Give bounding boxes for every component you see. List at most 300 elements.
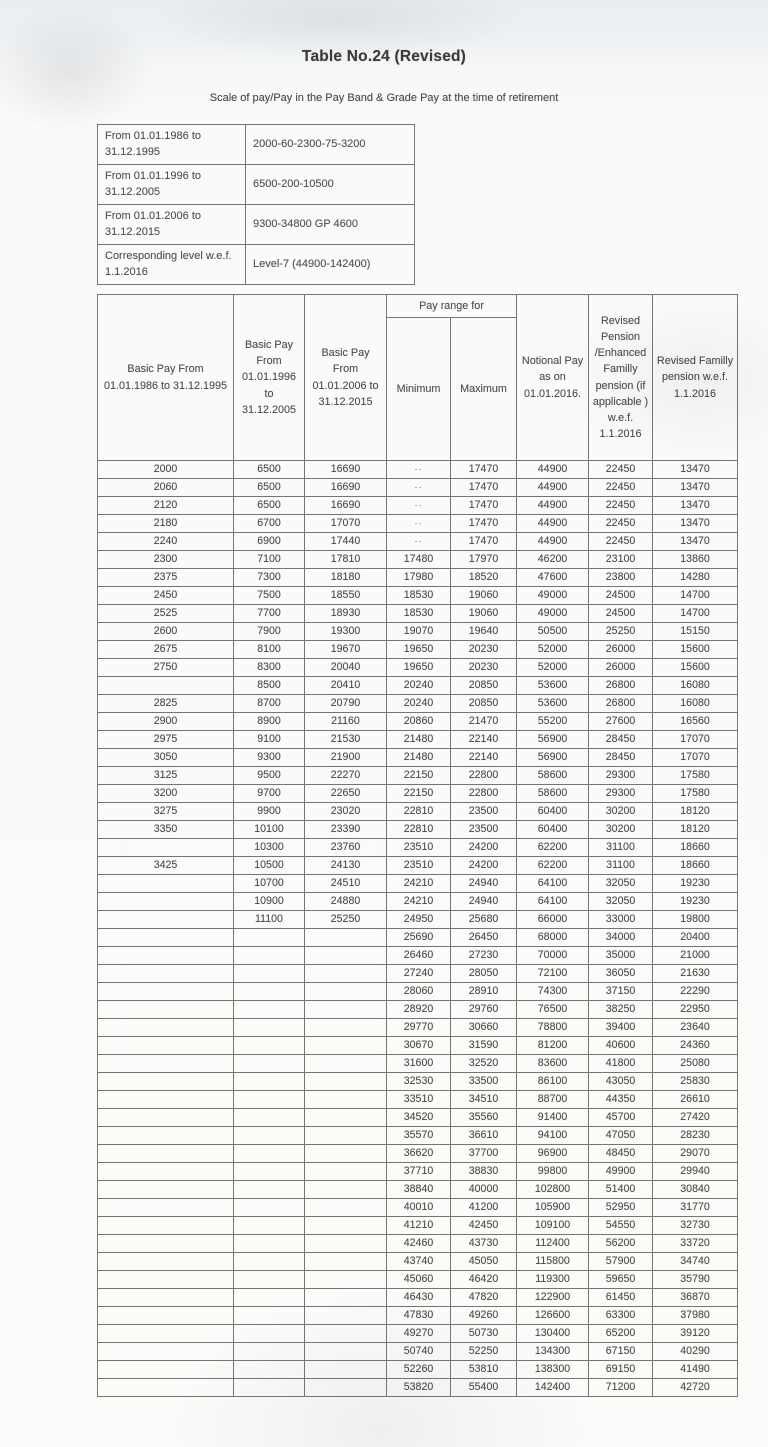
table-cell xyxy=(305,1199,387,1217)
page-title: Table No.24 (Revised) xyxy=(301,48,467,65)
table-row xyxy=(98,1361,738,1379)
table-row xyxy=(98,1163,738,1181)
table-cell: 44900 xyxy=(517,497,589,515)
table-cell: 36050 xyxy=(589,965,653,983)
table-cell: 96900 xyxy=(517,1145,589,1163)
col-header-basic-pay-1986: Basic Pay From 01.01.1986 to 31.12.1995 xyxy=(98,295,234,461)
table-cell: 58600 xyxy=(517,767,589,785)
table-row xyxy=(98,965,738,983)
table-cell: 34510 xyxy=(451,1091,517,1109)
table-cell: 30840 xyxy=(653,1181,738,1199)
table-cell: 65200 xyxy=(589,1325,653,1343)
table-cell: 47600 xyxy=(517,569,589,587)
table-cell: 33500 xyxy=(451,1073,517,1091)
table-cell: 13470 xyxy=(653,479,738,497)
table-cell: 19670 xyxy=(305,641,387,659)
table-cell: 63300 xyxy=(589,1307,653,1325)
table-cell: 23800 xyxy=(589,569,653,587)
table-cell: 42450 xyxy=(451,1217,517,1235)
table-row xyxy=(98,533,738,551)
table-cell: 40000 xyxy=(451,1181,517,1199)
table-cell: 25250 xyxy=(305,911,387,929)
table-cell: 2375 xyxy=(98,569,234,587)
table-cell xyxy=(98,1073,234,1091)
table-cell: 18120 xyxy=(653,803,738,821)
table-row xyxy=(98,659,738,677)
page-subtitle: Scale of pay/Pay in the Pay Band & Grade Pay at the time of retirement xyxy=(209,92,559,104)
table-cell xyxy=(234,1127,305,1145)
table-cell: ·· xyxy=(387,461,451,479)
info-label: From 01.01.2006 to 31.12.2015 xyxy=(98,205,246,245)
table-row xyxy=(98,1127,738,1145)
table-cell: 24940 xyxy=(451,875,517,893)
table-cell: 19650 xyxy=(387,641,451,659)
table-cell xyxy=(98,1091,234,1109)
table-cell: 26800 xyxy=(589,695,653,713)
table-cell xyxy=(234,929,305,947)
table-cell: 26610 xyxy=(653,1091,738,1109)
table-cell: 47050 xyxy=(589,1127,653,1145)
table-cell: 22150 xyxy=(387,767,451,785)
table-cell: 7100 xyxy=(234,551,305,569)
table-cell: 35560 xyxy=(451,1109,517,1127)
table-cell: 44900 xyxy=(517,461,589,479)
table-cell: 41210 xyxy=(387,1217,451,1235)
table-cell xyxy=(98,1307,234,1325)
table-cell: 31770 xyxy=(653,1199,738,1217)
table-cell: 6500 xyxy=(234,479,305,497)
table-cell: 35790 xyxy=(653,1271,738,1289)
table-cell: 19060 xyxy=(451,605,517,623)
table-cell: 30670 xyxy=(387,1037,451,1055)
table-cell: 48450 xyxy=(589,1145,653,1163)
table-row xyxy=(98,983,738,1001)
table-cell: 29770 xyxy=(387,1019,451,1037)
table-cell xyxy=(234,1199,305,1217)
table-cell xyxy=(234,947,305,965)
table-row xyxy=(98,1307,738,1325)
table-row xyxy=(98,1145,738,1163)
table-cell: 22450 xyxy=(589,533,653,551)
table-cell xyxy=(305,1109,387,1127)
table-cell: 56200 xyxy=(589,1235,653,1253)
table-cell: 27420 xyxy=(653,1109,738,1127)
table-cell xyxy=(305,1271,387,1289)
table-cell: 41490 xyxy=(653,1361,738,1379)
table-cell: 31100 xyxy=(589,857,653,875)
table-cell: 2000 xyxy=(98,461,234,479)
table-cell: 44350 xyxy=(589,1091,653,1109)
table-cell: 60400 xyxy=(517,821,589,839)
table-cell: 18660 xyxy=(653,857,738,875)
table-cell: 20240 xyxy=(387,677,451,695)
table-cell: 14280 xyxy=(653,569,738,587)
pension-revision-table xyxy=(97,294,738,1397)
table-cell: 17470 xyxy=(451,461,517,479)
table-cell xyxy=(305,1073,387,1091)
table-cell: 41800 xyxy=(589,1055,653,1073)
table-cell: 43740 xyxy=(387,1253,451,1271)
table-cell: 44900 xyxy=(517,479,589,497)
table-cell: 122900 xyxy=(517,1289,589,1307)
table-cell xyxy=(305,1361,387,1379)
table-cell: 20850 xyxy=(451,677,517,695)
table-cell: 18180 xyxy=(305,569,387,587)
table-cell xyxy=(234,1343,305,1361)
table-cell: 22450 xyxy=(589,461,653,479)
table-cell: 21630 xyxy=(653,965,738,983)
table-cell: 17470 xyxy=(451,533,517,551)
table-cell: 29300 xyxy=(589,785,653,803)
table-cell xyxy=(305,1127,387,1145)
table-cell: 39120 xyxy=(653,1325,738,1343)
table-cell xyxy=(234,1163,305,1181)
table-cell: 16080 xyxy=(653,695,738,713)
table-cell: 71200 xyxy=(589,1379,653,1397)
table-cell: 10300 xyxy=(234,839,305,857)
table-cell: 27230 xyxy=(451,947,517,965)
table-cell: 17070 xyxy=(653,749,738,767)
table-cell: 14700 xyxy=(653,605,738,623)
table-cell: 17480 xyxy=(387,551,451,569)
table-row xyxy=(98,515,738,533)
table-cell xyxy=(234,983,305,1001)
table-cell: 15600 xyxy=(653,659,738,677)
table-row xyxy=(98,731,738,749)
table-row xyxy=(98,893,738,911)
table-cell: 34000 xyxy=(589,929,653,947)
table-cell xyxy=(98,1181,234,1199)
table-cell: 20230 xyxy=(451,659,517,677)
table-cell: 86100 xyxy=(517,1073,589,1091)
table-cell xyxy=(305,1217,387,1235)
table-cell: 26450 xyxy=(451,929,517,947)
table-cell: 18530 xyxy=(387,587,451,605)
info-row xyxy=(98,165,415,205)
table-cell: 39400 xyxy=(589,1019,653,1037)
table-cell: 138300 xyxy=(517,1361,589,1379)
table-row xyxy=(98,551,738,569)
table-cell: 2180 xyxy=(98,515,234,533)
table-cell: 43050 xyxy=(589,1073,653,1091)
table-cell: 45700 xyxy=(589,1109,653,1127)
table-cell: 21480 xyxy=(387,749,451,767)
table-cell: 19060 xyxy=(451,587,517,605)
table-cell xyxy=(98,1271,234,1289)
table-row xyxy=(98,1325,738,1343)
table-row xyxy=(98,605,738,623)
table-cell: 37700 xyxy=(451,1145,517,1163)
table-cell: 21470 xyxy=(451,713,517,731)
table-row xyxy=(98,1379,738,1397)
table-cell: 20790 xyxy=(305,695,387,713)
table-cell: 109100 xyxy=(517,1217,589,1235)
table-cell xyxy=(98,1001,234,1019)
table-cell: 66000 xyxy=(517,911,589,929)
table-cell: 3050 xyxy=(98,749,234,767)
table-cell xyxy=(98,1235,234,1253)
table-cell: 16560 xyxy=(653,713,738,731)
table-cell xyxy=(234,1271,305,1289)
table-cell: 25080 xyxy=(653,1055,738,1073)
table-cell: 29300 xyxy=(589,767,653,785)
table-cell xyxy=(98,1325,234,1343)
table-cell: 18660 xyxy=(653,839,738,857)
table-cell: 20230 xyxy=(451,641,517,659)
table-cell: 42720 xyxy=(653,1379,738,1397)
table-cell: 46430 xyxy=(387,1289,451,1307)
table-cell: 16080 xyxy=(653,677,738,695)
table-cell xyxy=(98,1019,234,1037)
table-cell: 41200 xyxy=(451,1199,517,1217)
table-cell: 57900 xyxy=(589,1253,653,1271)
table-cell xyxy=(305,1001,387,1019)
table-cell xyxy=(305,1091,387,1109)
table-cell: 17810 xyxy=(305,551,387,569)
table-cell xyxy=(305,1325,387,1343)
table-cell xyxy=(98,1037,234,1055)
table-cell: 32520 xyxy=(451,1055,517,1073)
table-cell: 3275 xyxy=(98,803,234,821)
table-cell: 23500 xyxy=(451,803,517,821)
table-cell: 24500 xyxy=(589,587,653,605)
table-cell: 2975 xyxy=(98,731,234,749)
table-cell: 29760 xyxy=(451,1001,517,1019)
table-cell: 53820 xyxy=(387,1379,451,1397)
col-header-basic-pay-2006: Basic Pay From 01.01.2006 to 31.12.2015 xyxy=(305,295,387,461)
table-cell: 142400 xyxy=(517,1379,589,1397)
table-cell: 8700 xyxy=(234,695,305,713)
info-row xyxy=(98,205,415,245)
table-cell: 6500 xyxy=(234,497,305,515)
table-cell: 26000 xyxy=(589,659,653,677)
table-cell: 9100 xyxy=(234,731,305,749)
table-cell: 50730 xyxy=(451,1325,517,1343)
table-row xyxy=(98,785,738,803)
table-cell: 24360 xyxy=(653,1037,738,1055)
table-cell: 32530 xyxy=(387,1073,451,1091)
table-cell: 8900 xyxy=(234,713,305,731)
table-cell: 7700 xyxy=(234,605,305,623)
table-cell xyxy=(234,1091,305,1109)
table-cell xyxy=(98,911,234,929)
table-cell: 64100 xyxy=(517,893,589,911)
table-cell: 19230 xyxy=(653,875,738,893)
table-cell: 24940 xyxy=(451,893,517,911)
table-cell: 24200 xyxy=(451,857,517,875)
table-cell xyxy=(305,1055,387,1073)
table-cell: 2120 xyxy=(98,497,234,515)
table-cell xyxy=(234,1379,305,1397)
table-cell xyxy=(98,983,234,1001)
table-cell xyxy=(305,1181,387,1199)
table-cell: 52950 xyxy=(589,1199,653,1217)
table-cell xyxy=(98,1163,234,1181)
table-cell: 37980 xyxy=(653,1307,738,1325)
table-cell xyxy=(234,1181,305,1199)
table-cell: 72100 xyxy=(517,965,589,983)
table-row xyxy=(98,1289,738,1307)
table-cell xyxy=(305,1343,387,1361)
table-cell: ·· xyxy=(387,479,451,497)
table-cell: 23390 xyxy=(305,821,387,839)
info-label: From 01.01.1986 to 31.12.1995 xyxy=(98,125,246,165)
table-cell xyxy=(98,1127,234,1145)
table-cell: 52000 xyxy=(517,641,589,659)
table-cell: 17440 xyxy=(305,533,387,551)
col-header-notional-pay: Notional Pay as on 01.01.2016. xyxy=(517,295,589,461)
table-cell: 22150 xyxy=(387,785,451,803)
table-cell: 30200 xyxy=(589,803,653,821)
table-row xyxy=(98,1181,738,1199)
table-row xyxy=(98,1091,738,1109)
table-cell: 81200 xyxy=(517,1037,589,1055)
table-cell: 18520 xyxy=(451,569,517,587)
table-cell: 17580 xyxy=(653,785,738,803)
table-cell: 51400 xyxy=(589,1181,653,1199)
table-cell: 30200 xyxy=(589,821,653,839)
table-cell xyxy=(98,1361,234,1379)
table-cell: 22140 xyxy=(451,749,517,767)
table-cell xyxy=(305,983,387,1001)
table-cell: 50500 xyxy=(517,623,589,641)
table-cell: 8100 xyxy=(234,641,305,659)
table-cell: 25690 xyxy=(387,929,451,947)
table-cell: 22800 xyxy=(451,785,517,803)
table-cell: 6900 xyxy=(234,533,305,551)
table-cell: 17470 xyxy=(451,515,517,533)
table-row xyxy=(98,497,738,515)
table-cell xyxy=(234,1055,305,1073)
table-cell: 21160 xyxy=(305,713,387,731)
table-cell: 53600 xyxy=(517,695,589,713)
table-cell: 105900 xyxy=(517,1199,589,1217)
table-cell: 55400 xyxy=(451,1379,517,1397)
table-row xyxy=(98,1001,738,1019)
table-cell xyxy=(234,1217,305,1235)
table-cell xyxy=(234,1109,305,1127)
table-cell: 9300 xyxy=(234,749,305,767)
header-row-group xyxy=(98,295,738,318)
table-cell xyxy=(305,1145,387,1163)
table-row xyxy=(98,1055,738,1073)
table-cell xyxy=(305,1379,387,1397)
table-cell xyxy=(234,1253,305,1271)
table-cell: 22290 xyxy=(653,983,738,1001)
table-cell xyxy=(305,1289,387,1307)
table-cell: 13470 xyxy=(653,497,738,515)
table-cell: 62200 xyxy=(517,857,589,875)
table-cell: 25830 xyxy=(653,1073,738,1091)
table-row xyxy=(98,875,738,893)
table-cell xyxy=(98,875,234,893)
table-cell xyxy=(98,1253,234,1271)
table-cell: 2750 xyxy=(98,659,234,677)
table-cell xyxy=(98,677,234,695)
table-cell: 112400 xyxy=(517,1235,589,1253)
table-cell: 15150 xyxy=(653,623,738,641)
table-cell: 18530 xyxy=(387,605,451,623)
table-cell xyxy=(98,965,234,983)
table-cell xyxy=(234,1019,305,1037)
table-cell: 67150 xyxy=(589,1343,653,1361)
table-cell: 28910 xyxy=(451,983,517,1001)
table-cell: 2675 xyxy=(98,641,234,659)
table-row xyxy=(98,695,738,713)
table-cell: 28050 xyxy=(451,965,517,983)
table-cell: 2600 xyxy=(98,623,234,641)
table-cell xyxy=(98,1055,234,1073)
table-cell: 40290 xyxy=(653,1343,738,1361)
table-cell: 10100 xyxy=(234,821,305,839)
table-cell: 19300 xyxy=(305,623,387,641)
table-cell: 134300 xyxy=(517,1343,589,1361)
table-row xyxy=(98,1019,738,1037)
table-cell: 24880 xyxy=(305,893,387,911)
table-cell: 78800 xyxy=(517,1019,589,1037)
table-cell: 33000 xyxy=(589,911,653,929)
table-cell: 6700 xyxy=(234,515,305,533)
table-cell: 6500 xyxy=(234,461,305,479)
table-cell: 126600 xyxy=(517,1307,589,1325)
table-cell xyxy=(98,1109,234,1127)
table-cell: 37710 xyxy=(387,1163,451,1181)
table-cell: 23510 xyxy=(387,857,451,875)
table-cell: 19640 xyxy=(451,623,517,641)
col-header-pay-range-group: Pay range for xyxy=(387,295,517,318)
col-header-maximum: Maximum xyxy=(451,318,517,461)
table-cell: 38250 xyxy=(589,1001,653,1019)
table-cell: 10900 xyxy=(234,893,305,911)
table-cell: 16690 xyxy=(305,461,387,479)
table-cell xyxy=(234,1037,305,1055)
table-cell xyxy=(305,1307,387,1325)
table-cell: 35000 xyxy=(589,947,653,965)
table-cell: 23020 xyxy=(305,803,387,821)
table-cell xyxy=(305,1019,387,1037)
table-cell xyxy=(98,1145,234,1163)
table-cell: 3200 xyxy=(98,785,234,803)
table-cell: 28230 xyxy=(653,1127,738,1145)
table-row xyxy=(98,911,738,929)
col-header-basic-pay-1996: Basic Pay From 01.01.1996 to 31.12.2005 xyxy=(234,295,305,461)
table-row xyxy=(98,587,738,605)
table-cell: 33510 xyxy=(387,1091,451,1109)
table-cell: 21000 xyxy=(653,947,738,965)
table-row xyxy=(98,1271,738,1289)
table-cell: 7900 xyxy=(234,623,305,641)
table-cell: 21900 xyxy=(305,749,387,767)
table-cell: 24210 xyxy=(387,875,451,893)
table-row xyxy=(98,1343,738,1361)
table-cell: 20400 xyxy=(653,929,738,947)
table-cell: 47830 xyxy=(387,1307,451,1325)
table-cell: 24130 xyxy=(305,857,387,875)
table-row xyxy=(98,1109,738,1127)
table-cell xyxy=(98,1379,234,1397)
table-cell xyxy=(305,1163,387,1181)
table-cell: 32050 xyxy=(589,875,653,893)
table-row xyxy=(98,1073,738,1091)
table-cell: 30660 xyxy=(451,1019,517,1037)
info-label: From 01.01.1996 to 31.12.2005 xyxy=(98,165,246,205)
info-row xyxy=(98,245,415,285)
table-cell: 38830 xyxy=(451,1163,517,1181)
table-cell: 13470 xyxy=(653,461,738,479)
table-cell: 2450 xyxy=(98,587,234,605)
table-cell: 13470 xyxy=(653,515,738,533)
table-cell: 45050 xyxy=(451,1253,517,1271)
